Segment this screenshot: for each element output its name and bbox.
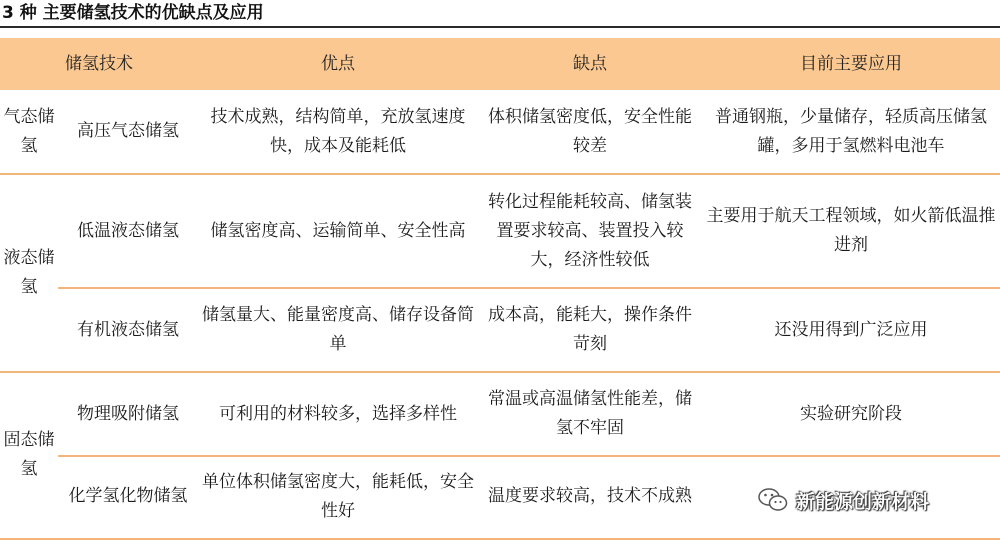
tech-cell: 低温液态储氢 [58, 174, 198, 288]
table-row [0, 90, 1000, 174]
apps-cell: 还没用得到广泛应用 [702, 288, 1000, 372]
apps-cell: 实验研究阶段 [702, 372, 1000, 456]
tech-cell: 化学氢化物储氢 [58, 456, 198, 536]
watermark [758, 484, 929, 516]
header-cons: 缺点 [478, 38, 702, 90]
cons-cell: 转化过程能耗较高、储氢装置要求较高、装置投入较大，经济性较低 [478, 174, 702, 288]
title-rule [0, 26, 1000, 28]
cons-cell: 常温或高温储氢性能差，储氢不牢固 [478, 372, 702, 456]
tech-cell: 高压气态储氢 [77, 121, 179, 141]
pros-cell: 单位体积储氢密度大，能耗低，安全性好 [198, 456, 478, 536]
table-row [0, 174, 1000, 288]
wechat-icon [758, 487, 788, 513]
storage-comparison-table [0, 38, 1000, 536]
table-row [0, 288, 1000, 372]
pros-cell: 储氢量大、能量密度高、储存设备简单 [198, 288, 478, 372]
header-pros: 优点 [198, 38, 478, 90]
category-gas: 气态储氢 [3, 106, 55, 156]
pros-cell: 储氢密度高、运输简单、安全性高 [198, 174, 478, 288]
header-apps: 目前主要应用 [702, 38, 1000, 90]
category-solid: 固态储氢 [0, 372, 58, 536]
cons-cell: 温度要求较高，技术不成熟 [478, 456, 702, 536]
cons-cell: 成本高，能耗大，操作条件苛刻 [478, 288, 702, 372]
table-row [0, 372, 1000, 456]
bottom-rule [0, 538, 1000, 540]
cons-cell: 体积储氢密度低，安全性能较差 [488, 106, 692, 156]
category-liquid: 液态储氢 [0, 174, 58, 372]
header-tech: 储氢技术 [0, 38, 198, 90]
table-title: 3 种 主要储氢技术的优缺点及应用 [2, 3, 264, 23]
watermark-text: 新能源创新材料 [796, 490, 930, 513]
apps-cell: 主要用于航天工程领域，如火箭低温推进剂 [702, 174, 1000, 288]
pros-cell: 可利用的材料较多，选择多样性 [198, 372, 478, 456]
apps-cell: 普通钢瓶，少量储存，轻质高压储氢罐，多用于氢燃料电池车 [715, 106, 987, 156]
tech-cell: 有机液态储氢 [58, 288, 198, 372]
pros-cell: 技术成熟，结构简单，充放氢速度快，成本及能耗低 [210, 106, 466, 156]
table-header-row [0, 38, 1000, 90]
tech-cell: 物理吸附储氢 [58, 372, 198, 456]
